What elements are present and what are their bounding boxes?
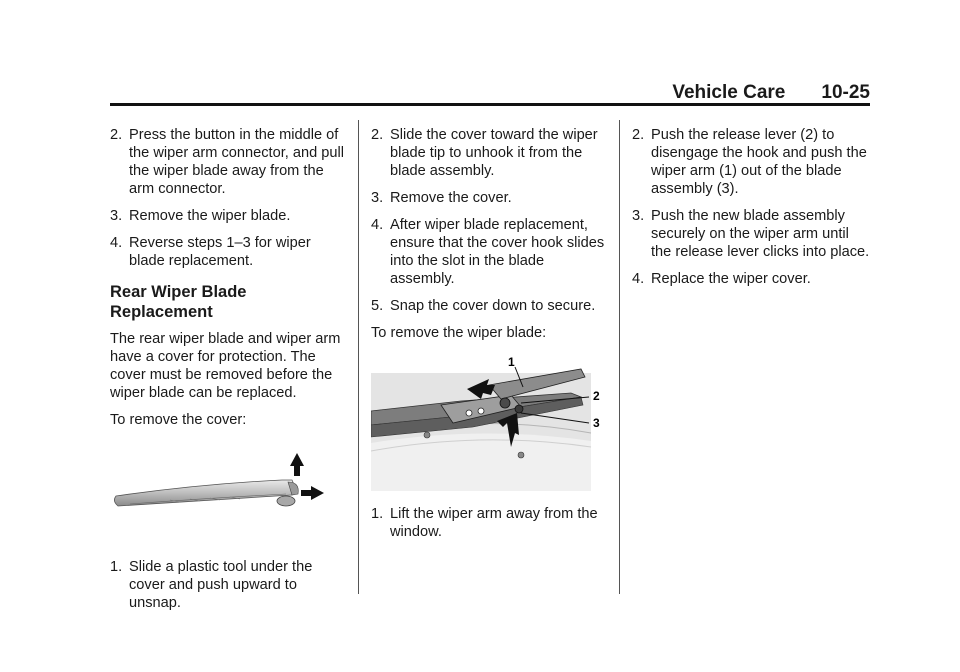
step-text: Lift the wiper arm away from the window. xyxy=(390,506,598,540)
step-number: 4. xyxy=(110,235,123,251)
step-text: Slide the cover toward the wiper blade tip to unhook it from the blade assembly. xyxy=(390,127,598,179)
step-text: Replace the wiper cover. xyxy=(651,271,811,287)
callout-2: 2 xyxy=(593,389,600,403)
page-number: 10-25 xyxy=(821,82,870,103)
section-heading: Rear Wiper Blade Replacement xyxy=(110,283,247,321)
step-item xyxy=(110,126,348,198)
step-text: Slide a plastic tool under the cover and push upward to unsnap. xyxy=(129,559,313,611)
wiper-cover-illustration xyxy=(110,438,348,548)
step-number: 4. xyxy=(632,271,645,287)
callout-3: 3 xyxy=(593,416,600,430)
step-number: 1. xyxy=(371,506,384,522)
column-2 xyxy=(371,126,609,550)
step-number: 3. xyxy=(110,208,123,224)
step-item xyxy=(371,216,609,288)
step-text: After wiper blade replacement, ensure that the cover hook slides into the slot in the blade assembly. xyxy=(390,217,605,287)
step-item xyxy=(371,126,609,180)
step-number: 5. xyxy=(371,298,384,314)
callout-1: 1 xyxy=(508,355,515,369)
column-divider-1 xyxy=(358,120,359,594)
step-number: 3. xyxy=(371,190,384,206)
step-number: 1. xyxy=(110,559,123,575)
step-item xyxy=(371,505,609,541)
step-number: 2. xyxy=(371,127,384,143)
step-item xyxy=(632,270,870,288)
step-item xyxy=(632,126,870,198)
step-number: 2. xyxy=(110,127,123,143)
section-title: Vehicle Care xyxy=(672,82,786,103)
step-number: 3. xyxy=(632,208,645,224)
step-text: Remove the wiper blade. xyxy=(129,208,291,224)
paragraph: To remove the cover: xyxy=(110,412,247,428)
column-1 xyxy=(110,126,348,621)
step-text: Snap the cover down to secure. xyxy=(390,298,596,314)
paragraph: To remove the wiper blade: xyxy=(371,325,547,341)
step-item xyxy=(371,189,609,207)
step-item xyxy=(632,207,870,261)
column-divider-2 xyxy=(619,120,620,594)
step-text: Remove the cover. xyxy=(390,190,512,206)
step-item xyxy=(110,558,348,612)
step-item xyxy=(371,297,609,315)
step-number: 4. xyxy=(371,217,384,233)
step-item xyxy=(110,207,348,225)
wiper-blade-illustration xyxy=(371,351,609,493)
step-text: Push the new blade assembly securely on the wiper arm until the release lever clicks into place. xyxy=(651,208,870,260)
step-text: Reverse steps 1–3 for wiper blade replacement. xyxy=(129,235,311,269)
step-item xyxy=(110,234,348,270)
column-3 xyxy=(632,126,870,297)
step-text: Push the release lever (2) to disengage the hook and push the wiper arm (1) out of the blade assembly (3). xyxy=(651,127,867,197)
header-rule xyxy=(110,103,870,106)
paragraph: The rear wiper blade and wiper arm have a cover for protection. The cover must be removed before the wiper blade can be replaced. xyxy=(110,331,341,401)
step-text: Press the button in the middle of the wiper arm connector, and pull the wiper blade away from the arm connector. xyxy=(129,127,344,197)
page-header xyxy=(110,82,870,104)
step-number: 2. xyxy=(632,127,645,143)
